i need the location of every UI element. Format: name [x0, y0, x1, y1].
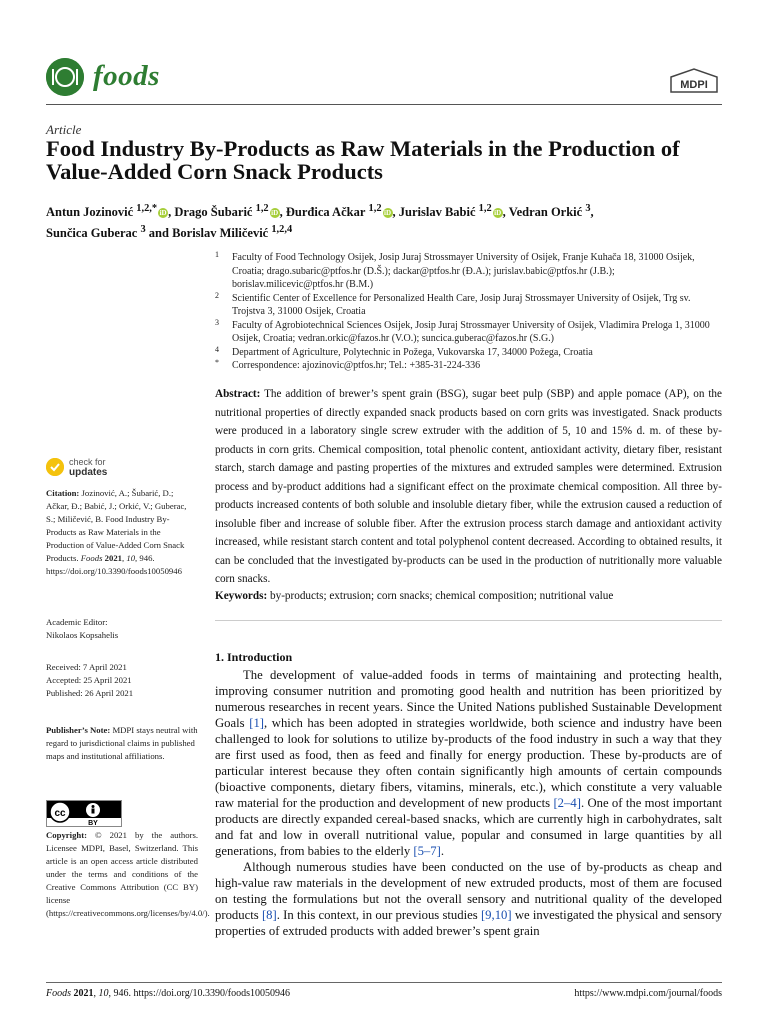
- author-name: Drago Šubarić: [174, 205, 253, 220]
- section-heading: 1. Introduction: [215, 650, 293, 664]
- author-affil-sup: 1,2,4: [271, 224, 293, 236]
- orcid-icon[interactable]: iD: [384, 209, 392, 218]
- author-name: Vedran Orkić: [508, 205, 583, 220]
- abstract: [215, 385, 722, 589]
- academic-editor: Academic Editor: Nikolaos Kopsahelis: [46, 617, 119, 640]
- author-affil-sup: 3: [140, 224, 146, 236]
- author-name: Sunčica Guberac: [46, 226, 138, 241]
- citation-link[interactable]: [8]: [261, 908, 277, 922]
- author-list: Antun Jozinović $^{1,2,*}$ iD , Drago Šubarić $^{1,2}$ iD , Đurđica Ačkar $^{1,2}$ iD , Jurislav Babić $^{1,2}$ iD , Vedran Orkić $^3$, Sunčica Guberac $^3$ and Borislav Miličević $^{1,2,4}$: [46, 203, 594, 241]
- author-affil-sup: 3: [585, 203, 591, 214]
- author-affil-sup: 1,2: [255, 203, 269, 214]
- affiliation-item: 4 Department of Agriculture, Polytechnic in Požega, Vukovarska 17, 34000 Požega, Croatia: [215, 344, 593, 358]
- article-type: Article: [46, 122, 82, 137]
- footer-divider: [46, 982, 722, 983]
- by-label: BY: [88, 820, 98, 826]
- author-name: Đurđica Ačkar: [285, 205, 366, 220]
- keywords-label: Keywords:: [215, 590, 268, 602]
- affiliation-item: 1 Faculty of Food Technology Osijek, Josip Juraj Strossmayer University of Osijek, Franje Kuhača 18, 31000 Osijek, Croatia; drago.subaric@ptfos.hr (D.Š.); dackar@ptfos.hr (Đ.A.); jurislav.babic@ptfos.hr (J.B.); borislav.milicevic@ptfos.hr (B.M.): [215, 250, 695, 290]
- author-name: Jurislav Babić: [398, 205, 476, 220]
- author-affil-sup: 1,2,*: [136, 203, 158, 214]
- journal-logo-icon: [46, 58, 84, 96]
- keywords-text: by-products; extrusion; corn snacks; chemical composition; nutritional value: [270, 590, 614, 602]
- publication-dates: [46, 661, 198, 700]
- published-date: Published: 26 April 2021: [46, 688, 134, 698]
- affiliation-item: 2 Scientific Center of Excellence for Personalized Health Care, Josip Juraj Strossmayer University of Osijek, Trg sv. Trojstva 3, 31000 Osijek, Croatia: [215, 290, 691, 317]
- orcid-icon[interactable]: iD: [159, 209, 167, 218]
- abstract-label: Abstract:: [215, 388, 261, 400]
- copyright-notice: Copyright: © 2021 by the authors. Licensee MDPI, Basel, Switzerland. This article is an open access article distributed under the terms and conditions of the Creative Commons Attribution (CC BY) license (https://creativecommons.org/licenses/by/4.0/).: [46, 830, 210, 918]
- paragraph: Although numerous studies have been conducted on the use of by-products as cheap and high-value raw materials in the development of new extruded products, most of them are focused on testing the formulations but not the overall sensory and nutritional quality of the developed products [8]. In this context, in our previous studies [9,10] we investigated the physical and sensory properties of extruded products with added brewer’s spent grain: [215, 860, 722, 938]
- check-line1: check for: [69, 457, 106, 467]
- author-affil-sup: 1,2: [478, 203, 492, 214]
- accepted-date: Accepted: 25 April 2021: [46, 675, 132, 685]
- publisher-note: Publisher’s Note: MDPI stays neutral with regard to jurisdictional claims in published maps and institutional affiliations.: [46, 725, 198, 761]
- paper-title: Food Industry By-Products as Raw Materials in the Production of Value-Added Corn Snack Products: [46, 136, 680, 184]
- footer-citation: Foods 2021, 10, 946. https://doi.org/10.3390/foods10050946: [46, 988, 290, 999]
- cc-by-license-icon[interactable]: [46, 800, 122, 827]
- check-for-updates-button[interactable]: [46, 456, 156, 480]
- orcid-icon[interactable]: iD: [494, 209, 502, 218]
- journal-name: foods: [93, 60, 160, 92]
- section-divider: [215, 620, 722, 621]
- orcid-icon[interactable]: iD: [271, 209, 279, 218]
- affiliation-item: 3 Faculty of Agrobiotechnical Sciences Osijek, Josip Juraj Strossmayer University of Osijek, Vladimira Preloga 1, 31000 Osijek, Croatia; vedran.orkic@fazos.hr (V.O.); suncica.guberac@fazos.hr (S.G.): [215, 317, 710, 344]
- check-updates-icon: [46, 458, 64, 476]
- author-name: Antun Jozinović: [46, 205, 134, 220]
- author-name: Borislav Miličević: [172, 226, 269, 241]
- citation-link[interactable]: [2–4]: [553, 796, 581, 810]
- correspondence-item: * Correspondence: ajozinovic@ptfos.hr; Tel.: +385-31-224-336: [215, 358, 481, 371]
- citation-link[interactable]: [5–7]: [413, 844, 441, 858]
- header-divider: [46, 104, 722, 105]
- check-line2: updates: [69, 467, 108, 478]
- citation-block: Citation: Jozinović, A.; Šubarić, D.; Ačkar, Đ.; Babić, J.; Orkić, V.; Guberac, S.; Miličević, B. Food Industry By-Products as Raw Materials in the Production of Value-Added Corn Snack Products. Foods 2021, 10, 946. https://doi.org/10.3390/foods10050946: [46, 488, 187, 576]
- affiliation-list: [215, 251, 725, 373]
- publisher-logo: [667, 68, 721, 94]
- paragraph: The development of value-added foods in terms of maintaining and protecting health, improving consumer nutrition and promoting good health and nutrition has been prioritized by numerous researches in recent years. Since the United Nations published Sustainable Development Goals [1], which has been adopted in strategies worldwide, both science and industry have been challenged to look for solutions to utilize by-products of the food industry in such a way that they are first used as food, then as feed and finally for energy production. These by-products are of particular interest because they often contain significantly high amounts of certain compounds (bioactive components, dietary fibers, vitamins, minerals, etc.), which constitute a very valuable raw material for the production and development of new products [2–4]. One of the most important products are directly expanded cereal-based snacks, which are currently high in carbohydrates, salt and fat and low in overall nutritional value, popular and consumed in large quantities by all generations, from babies to the elderly [5–7].: [215, 668, 722, 858]
- publisher-name: MDPI: [680, 79, 708, 91]
- footer-journal-link[interactable]: https://www.mdpi.com/journal/foods: [574, 988, 722, 999]
- abstract-text: The addition of brewer’s spent grain (BSG), sugar beet pulp (SBP) and apple pomace (AP), on the nutritional properties of directly expanded snack products based on corn grits was investigated. Snack products were produced in a laboratory single screw extruder with the addition of 5, 10 and 15% d. m. of these by-products in corn grits. Chemical composition, total phenolic content, antioxidant activity, dietary fiber, resistant starch, starch damage and pasting properties of the mixtures and extruded samples were determined. Extrusion process and by-product additions had a significant effect on the proximate chemical composition. All three by-products increased contents of both soluble and insoluble dietary fiber, while the extrusion caused a reduction of insoluble fiber and increase of soluble fiber. After the extrusion process starch damage and antioxidant activity increased, while resistant starch content and total polyphenol content decreased. According to obtained results, it can be concluded that the investigated by-products can be used in the production of nutritionally more valuable corn snacks.: [215, 388, 722, 585]
- cc-label: cc: [54, 808, 66, 819]
- author-affil-sup: 1,2: [368, 203, 382, 214]
- keywords: [215, 589, 722, 604]
- received-date: Received: 7 April 2021: [46, 662, 127, 672]
- citation-link[interactable]: [9,10]: [480, 908, 512, 922]
- introduction-body: [215, 667, 722, 939]
- doi-link[interactable]: , 946. https://doi.org/10.3390/foods10050946: [46, 553, 182, 576]
- citation-link[interactable]: [1]: [249, 716, 265, 730]
